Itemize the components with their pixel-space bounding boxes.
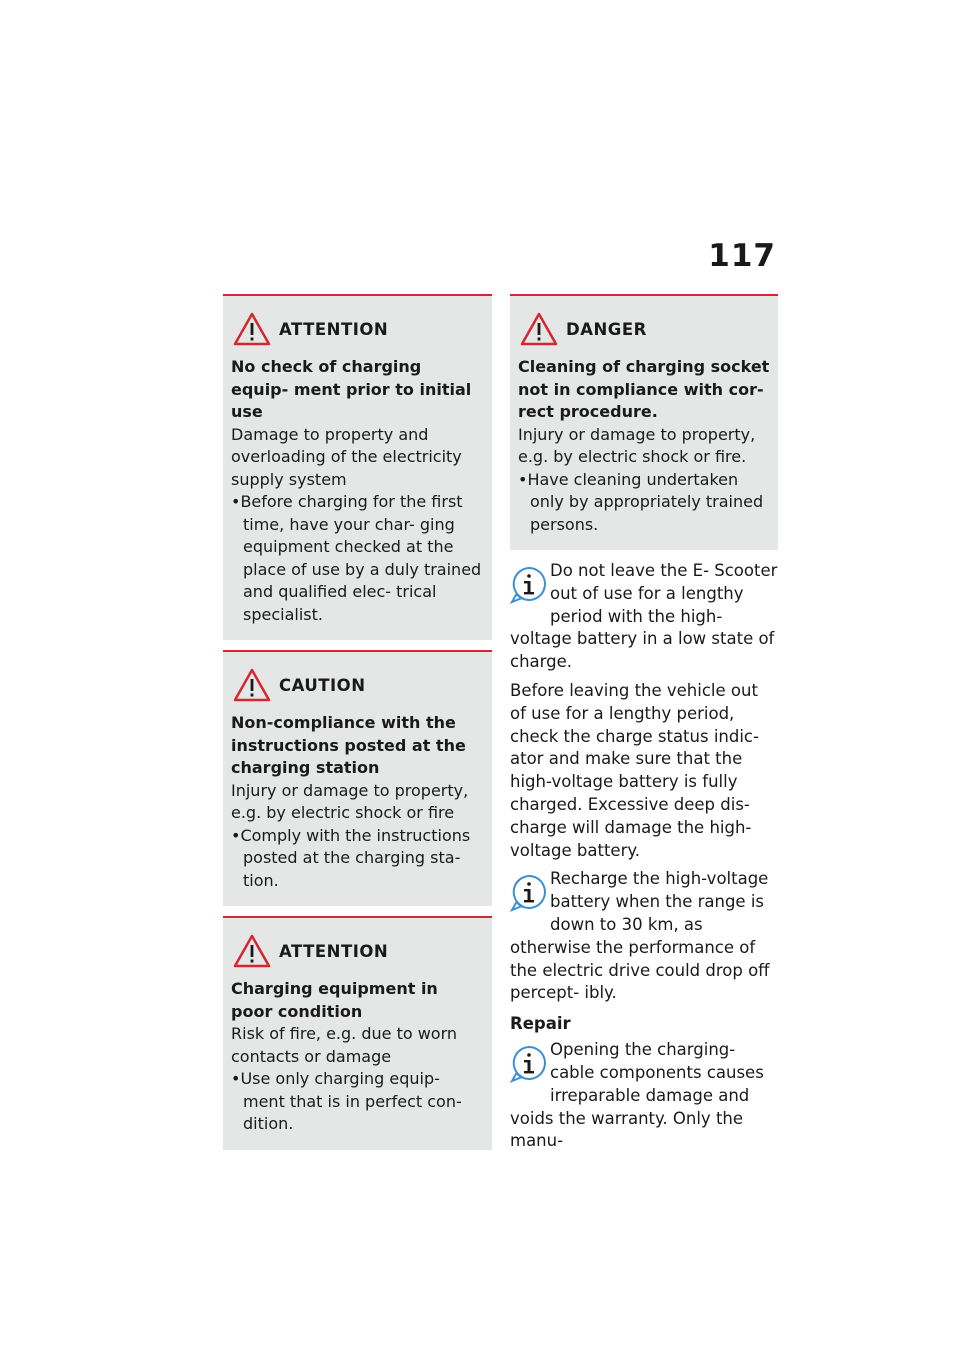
notice-bullet: • Use only charging equip- ment that is in perfect con- dition. xyxy=(231,1068,484,1136)
notice-title: Non-compliance with the instructions posted at the charging station xyxy=(231,713,466,777)
notice-header xyxy=(233,668,484,702)
warning-triangle-icon xyxy=(520,312,558,346)
info-note-text: Do not leave the E- Scooter out of use for a lengthy period with the high- voltage battery in a low state of charge. xyxy=(510,561,778,672)
page-number: 117 xyxy=(708,238,776,274)
section-heading: Repair xyxy=(510,1014,571,1034)
warning-triangle-icon xyxy=(233,934,271,968)
left-column xyxy=(223,294,492,1160)
notice-text: Risk of fire, e.g. due to worn contacts or damage xyxy=(231,1024,458,1066)
notice-bullet: • Comply with the instructions posted at the charging sta- tion. xyxy=(231,825,484,893)
notice-text: Damage to property and overloading of the electricity supply system xyxy=(231,424,462,489)
info-note-3 xyxy=(510,1039,778,1153)
notice-type-label: DANGER xyxy=(566,319,647,339)
notice-type-label: ATTENTION xyxy=(279,941,389,961)
warning-triangle-icon xyxy=(233,312,271,346)
notice-attention-1 xyxy=(223,294,492,640)
warning-triangle-icon xyxy=(233,668,271,702)
paragraph: Before leaving the vehicle out of use for a lengthy period, check the charge status indic- ator and make sure that the high-voltage battery is fully charged. Excessive deep dis- charge will damage the high- voltage battery. xyxy=(510,680,759,860)
notice-title: Cleaning of charging socket not in compliance with cor- rect procedure. xyxy=(518,357,770,421)
notice-header xyxy=(520,312,770,346)
notice-bullet: • Have cleaning undertaken only by appropriately trained persons. xyxy=(518,469,770,537)
notice-title: Charging equipment in poor condition xyxy=(231,979,438,1021)
notice-header xyxy=(233,312,484,346)
notice-attention-2 xyxy=(223,916,492,1150)
info-note-1 xyxy=(510,560,778,674)
notice-type-label: CAUTION xyxy=(279,675,366,695)
notice-text: Injury or damage to property, e.g. by electric shock or fire xyxy=(231,780,469,822)
notice-header xyxy=(233,934,484,968)
info-note-text: Recharge the high-voltage battery when the range is down to 30 km, as otherwise the performance of the electric drive could drop off percept- ibly. xyxy=(510,869,770,1003)
info-icon xyxy=(508,1043,550,1085)
info-note-2 xyxy=(510,868,778,1005)
notice-bullet: • Before charging for the first time, have your char- ging equipment checked at the place of use by a duly trained and qualified elec- trical specialist. xyxy=(231,491,484,626)
notice-caution xyxy=(223,650,492,906)
notice-danger xyxy=(510,294,778,550)
right-column xyxy=(510,294,778,1159)
notice-type-label: ATTENTION xyxy=(279,319,389,339)
info-icon xyxy=(508,872,550,914)
info-icon xyxy=(508,564,550,606)
notice-text: Injury or damage to property, e.g. by electric shock or fire. xyxy=(518,424,756,466)
info-note-text: Opening the charging- cable components causes irreparable damage and voids the warranty. Only the manu- xyxy=(510,1040,764,1151)
notice-title: No check of charging equip- ment prior to initial use xyxy=(231,357,472,421)
